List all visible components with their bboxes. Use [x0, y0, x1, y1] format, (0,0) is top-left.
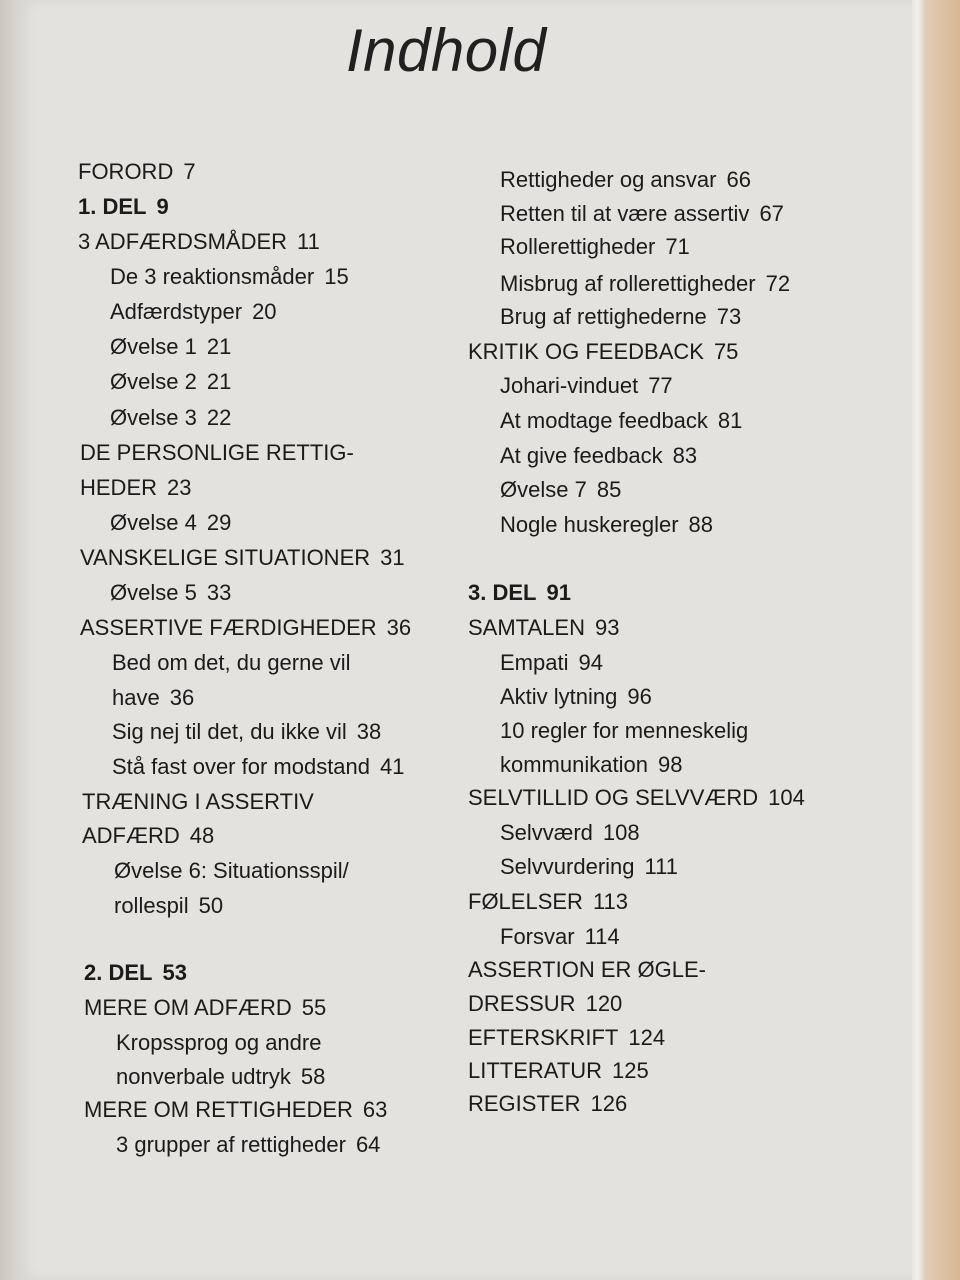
toc-entry-page-number: 21	[206, 369, 232, 394]
toc-entry-title: REGISTER	[468, 1091, 581, 1116]
toc-entry-title: rollespil	[114, 893, 189, 918]
toc-entry-page-number: 81	[717, 408, 743, 433]
toc-entry	[78, 229, 320, 255]
toc-entry-title: Øvelse 3	[110, 405, 197, 430]
toc-entry-title: Misbrug af rollerettigheder	[500, 271, 756, 296]
toc-entry-title: VANSKELIGE SITUATIONER	[80, 545, 371, 570]
toc-entry	[500, 854, 678, 880]
toc-entry-title: Øvelse 7	[500, 477, 587, 502]
toc-entry	[468, 889, 628, 915]
toc-entry	[500, 650, 603, 676]
toc-entry-title: HEDER	[80, 475, 158, 500]
toc-entry	[500, 167, 751, 193]
toc-entry-title: Øvelse 1	[110, 334, 197, 359]
toc-entry	[468, 991, 622, 1017]
toc-entry-title: Johari-vinduet	[500, 373, 639, 398]
toc-entry	[80, 475, 192, 501]
toc-entry	[468, 957, 706, 983]
toc-entry-page-number: 124	[628, 1025, 666, 1050]
toc-entry-title: Bed om det, du gerne vil	[112, 650, 351, 675]
toc-entry	[500, 201, 784, 227]
toc-entry-title: Brug af rettighederne	[500, 304, 707, 329]
toc-entry-title: kommunikation	[500, 752, 648, 777]
toc-entry-title: ASSERTION ER ØGLE-	[468, 957, 706, 982]
toc-entry	[110, 369, 231, 395]
toc-entry-title: Øvelse 6: Situationsspil/	[114, 858, 349, 883]
toc-entry-title: Sig nej til det, du ikke vil	[112, 719, 347, 744]
toc-entry	[110, 334, 231, 360]
toc-entry-page-number: 91	[546, 580, 571, 605]
toc-entry-page-number: 93	[594, 615, 620, 640]
toc-entry	[80, 545, 405, 571]
toc-entry-title: Forsvar	[500, 924, 575, 949]
toc-entry-title: ADFÆRD	[82, 823, 180, 848]
toc-entry-title: Aktiv lytning	[500, 684, 618, 709]
toc-entry	[500, 512, 713, 538]
toc-entry-page-number: 72	[765, 271, 791, 296]
toc-entry	[468, 339, 738, 365]
toc-entry	[80, 615, 411, 641]
toc-entry-title: Rettigheder og ansvar	[500, 167, 717, 192]
toc-entry	[468, 1091, 627, 1117]
toc-entry	[80, 440, 354, 466]
toc-entry-title: nonverbale udtryk	[116, 1064, 291, 1089]
toc-entry-page-number: 29	[206, 510, 232, 535]
toc-entry-title: Empati	[500, 650, 569, 675]
toc-entry	[500, 820, 640, 846]
toc-entry	[500, 234, 690, 260]
toc-entry-page-number: 23	[167, 475, 192, 500]
toc-entry-title: Adfærdstyper	[110, 299, 243, 324]
toc-entry-title: 3 grupper af rettigheder	[116, 1132, 346, 1157]
toc-entry-title: MERE OM RETTIGHEDER	[84, 1097, 353, 1122]
toc-entry-page-number: 53	[162, 960, 187, 985]
toc-entry-page-number: 66	[726, 167, 751, 192]
toc-entry-page-number: 83	[672, 443, 698, 468]
page-edge	[912, 0, 960, 1280]
toc-entry	[110, 580, 231, 606]
toc-entry-title: EFTERSKRIFT	[468, 1025, 619, 1050]
toc-entry-page-number: 33	[206, 580, 232, 605]
toc-entry-page-number: 36	[169, 685, 195, 710]
toc-entry	[116, 1132, 380, 1158]
toc-entry	[500, 752, 682, 778]
toc-entry-page-number: 9	[156, 194, 169, 219]
toc-entry-title: DE PERSONLIGE RETTIG-	[80, 440, 354, 465]
toc-entry	[78, 159, 196, 185]
toc-entry	[114, 858, 349, 884]
toc-entry-page-number: 77	[648, 373, 673, 398]
toc-entry	[112, 754, 405, 780]
toc-entry-page-number: 7	[183, 159, 196, 184]
toc-entry	[468, 785, 805, 811]
toc-entry-page-number: 15	[324, 264, 349, 289]
toc-entry-title: FORORD	[78, 159, 174, 184]
toc-entry	[84, 995, 326, 1021]
toc-entry-page-number: 125	[612, 1058, 649, 1083]
toc-entry-page-number: 71	[665, 234, 690, 259]
toc-entry-page-number: 126	[590, 1091, 628, 1116]
toc-entry-title: Selvvurdering	[500, 854, 635, 879]
toc-entry-page-number: 36	[386, 615, 412, 640]
toc-entry	[116, 1064, 325, 1090]
toc-entry-title: At give feedback	[500, 443, 663, 468]
toc-entry-title: Rollerettigheder	[500, 234, 656, 259]
toc-entry	[500, 718, 748, 744]
toc-entry-page-number: 63	[362, 1097, 388, 1122]
toc-entry-title: FØLELSER	[468, 889, 583, 914]
toc-entry-page-number: 114	[584, 924, 620, 949]
toc-entry-page-number: 48	[189, 823, 215, 848]
toc-entry-page-number: 108	[602, 820, 640, 845]
toc-entry-page-number: 11	[297, 229, 320, 254]
toc-entry	[110, 405, 231, 431]
toc-entry	[82, 823, 214, 849]
toc-entry-page-number: 20	[252, 299, 277, 324]
toc-entry-title: De 3 reaktionsmåder	[110, 264, 315, 289]
toc-entry	[114, 893, 223, 919]
toc-entry-title: TRÆNING I ASSERTIV	[82, 789, 314, 814]
toc-entry-page-number: 58	[300, 1064, 326, 1089]
toc-entry-title: Øvelse 5	[110, 580, 197, 605]
toc-entry	[468, 1025, 665, 1051]
toc-entry-page-number: 111	[644, 854, 678, 879]
toc-entry	[500, 373, 673, 399]
toc-entry-page-number: 67	[759, 201, 784, 226]
toc-entry	[112, 650, 350, 676]
toc-entry-page-number: 113	[592, 889, 629, 914]
toc-entry-page-number: 104	[768, 785, 805, 810]
toc-entry-page-number: 21	[206, 334, 232, 359]
toc-entry-title: At modtage feedback	[500, 408, 708, 433]
toc-entry	[110, 264, 349, 290]
toc-entry	[84, 1097, 387, 1123]
toc-entry-page-number: 50	[198, 893, 224, 918]
toc-entry	[112, 685, 194, 711]
toc-entry-page-number: 96	[627, 684, 652, 709]
toc-entry	[468, 615, 619, 641]
toc-entry	[500, 443, 697, 469]
toc-entry-page-number: 31	[380, 545, 405, 570]
toc-entry	[78, 194, 169, 220]
toc-entry-page-number: 64	[355, 1132, 381, 1157]
toc-entry-title: Retten til at være assertiv	[500, 201, 750, 226]
toc-entry	[84, 960, 187, 986]
toc-entry-page-number: 55	[301, 995, 327, 1020]
toc-entry-page-number: 85	[596, 477, 622, 502]
toc-entry	[500, 924, 620, 950]
toc-entry	[468, 580, 571, 606]
toc-entry	[82, 789, 314, 815]
toc-entry-title: 10 regler for menneskelig	[500, 718, 749, 743]
toc-entry-page-number: 75	[713, 339, 739, 364]
toc-entry	[500, 271, 790, 297]
toc-entry-page-number: 88	[688, 512, 714, 537]
toc-entry-title: Selvværd	[500, 820, 593, 845]
toc-entry-title: Øvelse 2	[110, 369, 197, 394]
toc-entry-page-number: 22	[206, 405, 232, 430]
toc-entry-title: 2. DEL	[84, 960, 153, 985]
toc-entry	[116, 1030, 321, 1056]
toc-entry-title: LITTERATUR	[468, 1058, 603, 1083]
toc-entry-page-number: 94	[578, 650, 603, 675]
toc-entry-title: have	[112, 685, 160, 710]
toc-entry-title: 1. DEL	[78, 194, 147, 219]
toc-entry-title: 3 ADFÆRDSMÅDER	[78, 229, 288, 254]
toc-entry-title: Øvelse 4	[110, 510, 197, 535]
page-title: Indhold	[346, 17, 547, 84]
toc-entry-title: Stå fast over for modstand	[112, 754, 371, 779]
toc-entry-page-number: 73	[716, 304, 742, 329]
toc-entry	[110, 510, 231, 536]
toc-entry-title: Kropssprog og andre	[116, 1030, 322, 1055]
toc-entry-title: ASSERTIVE FÆRDIGHEDER	[80, 615, 377, 640]
toc-entry	[468, 1058, 649, 1084]
toc-entry-title: Nogle huskeregler	[500, 512, 679, 537]
toc-entry	[112, 719, 381, 745]
toc-entry	[500, 477, 621, 503]
toc-entry-title: 3. DEL	[468, 580, 537, 605]
toc-entry-page-number: 41	[380, 754, 405, 779]
toc-entry	[500, 684, 652, 710]
toc-entry-page-number: 38	[356, 719, 382, 744]
toc-entry-page-number: 120	[585, 991, 623, 1016]
toc-entry-title: MERE OM ADFÆRD	[84, 995, 292, 1020]
toc-entry-title: SAMTALEN	[468, 615, 585, 640]
toc-entry	[500, 304, 741, 330]
toc-entry	[110, 299, 277, 325]
toc-entry	[500, 408, 742, 434]
toc-entry-page-number: 98	[657, 752, 683, 777]
toc-entry-title: DRESSUR	[468, 991, 576, 1016]
toc-entry-title: KRITIK OG FEEDBACK	[468, 339, 704, 364]
toc-entry-title: SELVTILLID OG SELVVÆRD	[468, 785, 759, 810]
